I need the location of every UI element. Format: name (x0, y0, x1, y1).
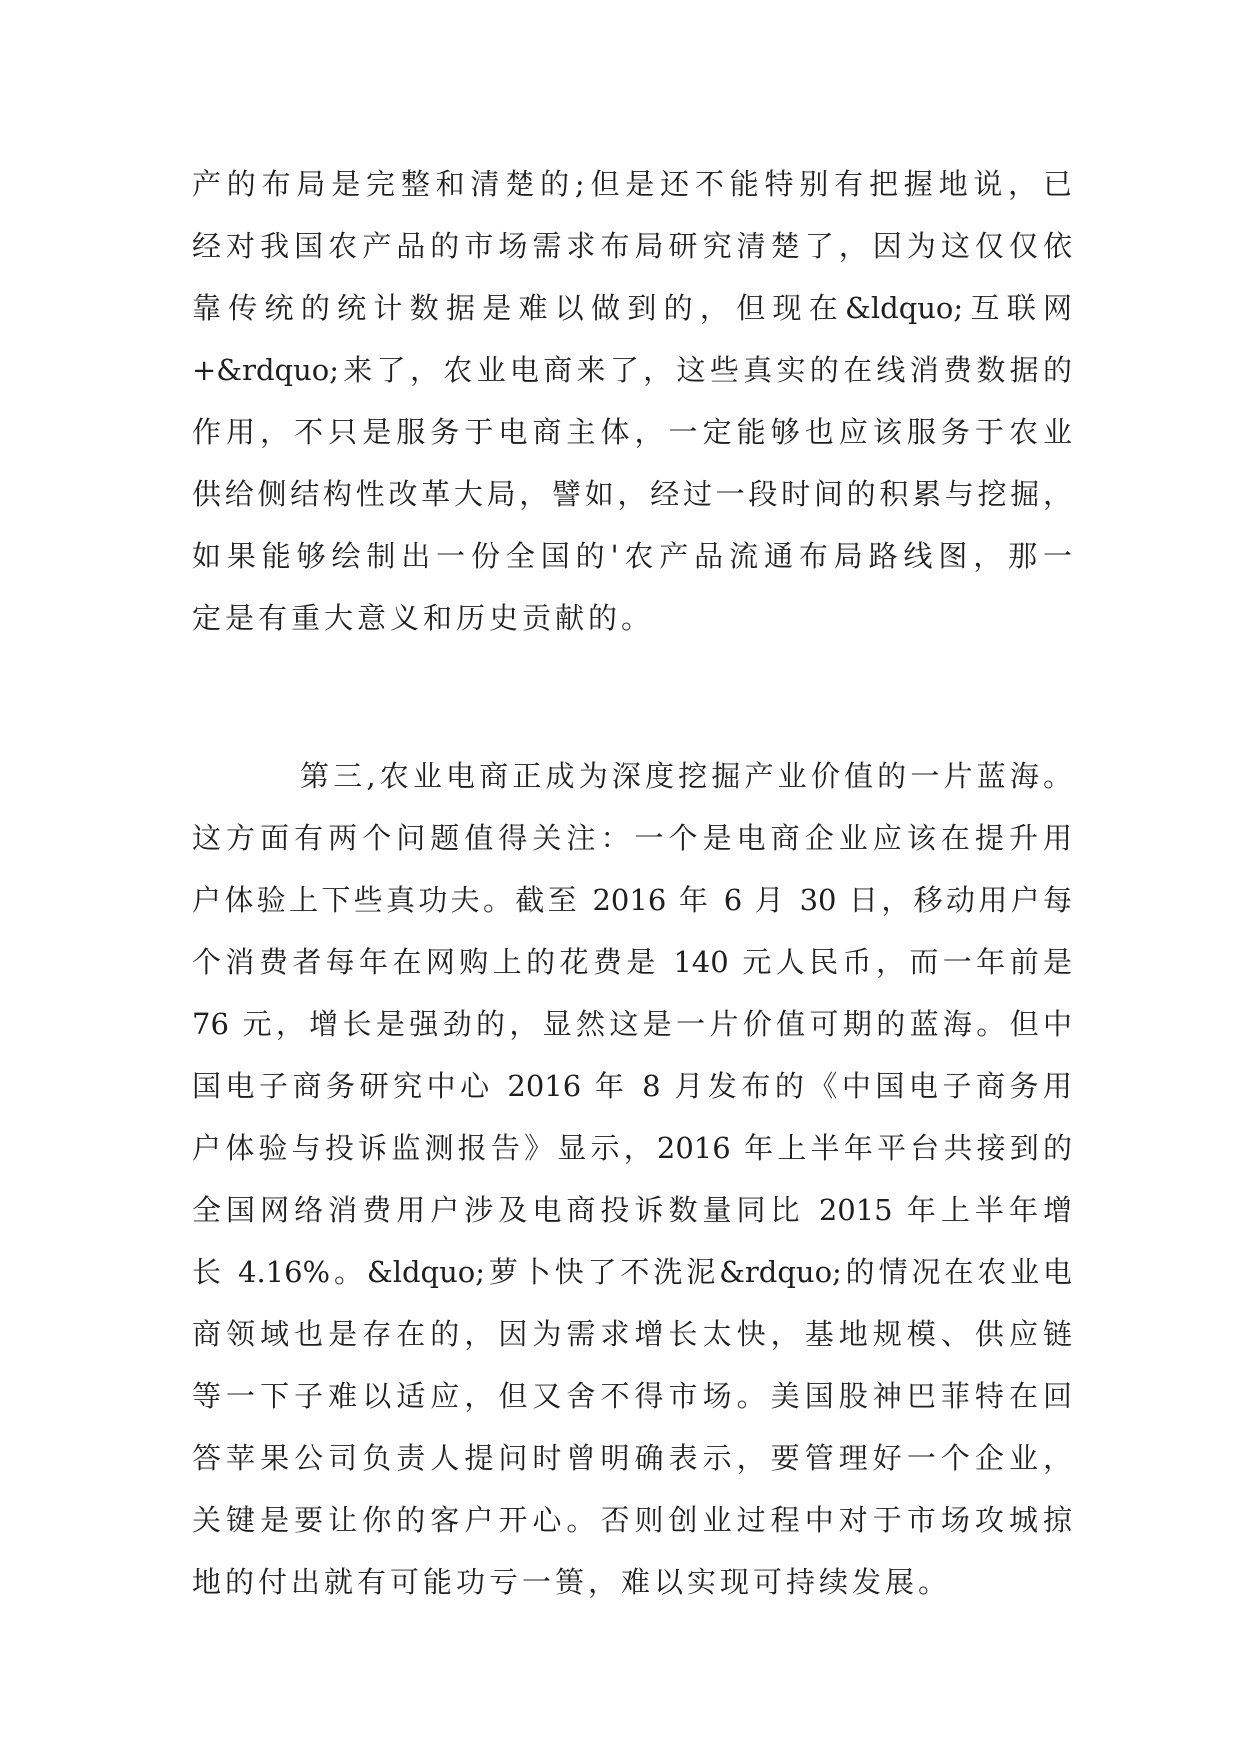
paragraph2-line-9: 长 4.16%。&ldquo;萝卜快了不洗泥&rdquo;的情况在农业电 (192, 1255, 1072, 1289)
paragraph2-line-7: 户体验与投诉监测报告》显示，2016 年上半年平台共接到的 (192, 1131, 1072, 1165)
paragraph1-line-3: 靠传统的统计数据是难以做到的，但现在&ldquo;互联网 (192, 291, 1072, 325)
paragraph2-line-11: 等一下子难以适应，但又舍不得市场。美国股神巴菲特在回 (192, 1379, 1072, 1413)
paragraph2-line-14: 地的付出就有可能功亏一篑，难以实现可持续发展。 (192, 1565, 952, 1599)
paragraph1-line-8: 定是有重大意义和历史贡献的。 (192, 601, 655, 635)
paragraph2-line-6: 国电子商务研究中心 2016 年 8 月发布的《中国电子商务用 (192, 1069, 1072, 1103)
paragraph1-line-4: +&rdquo;来了，农业电商来了，这些真实的在线消费数据的 (192, 353, 1072, 387)
paragraph2-line-2: 这方面有两个问题值得关注：一个是电商企业应该在提升用 (192, 821, 1072, 855)
paragraph2-line-3: 户体验上下些真功夫。截至 2016 年 6 月 30 日，移动用户每 (192, 883, 1072, 917)
paragraph2-line-12: 答苹果公司负责人提问时曾明确表示，要管理好一个企业， (192, 1441, 1072, 1475)
paragraph2-line-10: 商领域也是存在的，因为需求增长太快，基地规模、供应链 (192, 1317, 1072, 1351)
paragraph1-line-2: 经对我国农产品的市场需求布局研究清楚了，因为这仅仅依 (192, 229, 1072, 263)
paragraph1-line-5: 作用，不只是服务于电商主体，一定能够也应该服务于农业 (192, 415, 1072, 449)
paragraph2-line-5: 76 元，增长是强劲的，显然这是一片价值可期的蓝海。但中 (192, 1007, 1072, 1041)
paragraph1-line-6: 供给侧结构性改革大局，譬如，经过一段时间的积累与挖掘， (192, 477, 1072, 511)
paragraph2-line-13: 关键是要让你的客户开心。否则创业过程中对于市场攻城掠 (192, 1503, 1072, 1537)
paragraph2-line-1: 第三,农业电商正成为深度挖掘产业价值的一片蓝海。 (300, 759, 1072, 793)
paragraph2-line-4: 个消费者每年在网购上的花费是 140 元人民币，而一年前是 (192, 945, 1072, 979)
paragraph1-line-7: 如果能够绘制出一份全国的'农产品流通布局路线图，那一 (192, 539, 1072, 573)
paragraph2-line-8: 全国网络消费用户涉及电商投诉数量同比 2015 年上半年增 (192, 1193, 1072, 1227)
paragraph1-line-1: 产的布局是完整和清楚的;但是还不能特别有把握地说，已 (192, 167, 1072, 201)
